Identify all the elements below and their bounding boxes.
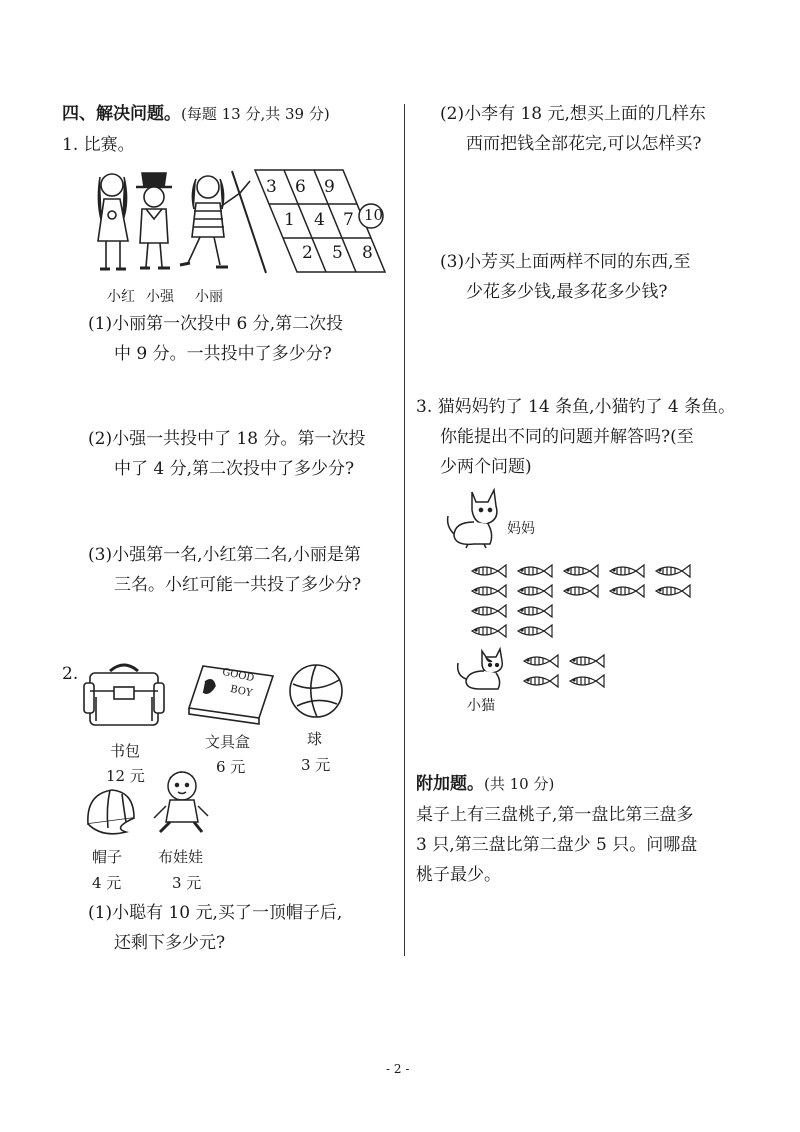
bonus-line2: 3 只,第三盘比第二盘少 5 只。问哪盘 — [416, 835, 698, 855]
pencil-box-text-boy: BOY — [229, 683, 254, 700]
fish-icon — [518, 625, 552, 637]
fish-icon — [656, 585, 690, 597]
fish-icon — [564, 585, 598, 597]
mother-cat-label: 妈妈 — [507, 521, 535, 537]
column-divider — [404, 104, 405, 956]
board-number: 2 — [302, 243, 313, 263]
board-number: 10 — [364, 206, 384, 224]
q1-sub1-line1: (1)小丽第一次投中 6 分,第二次投 — [88, 314, 344, 334]
bonus-note: (共 10 分) — [484, 775, 555, 793]
kitten-icon — [452, 645, 512, 693]
child-name-xiaoli: 小丽 — [195, 289, 223, 305]
volleyball-icon — [287, 662, 345, 720]
item-name-schoolbag: 书包 — [110, 742, 141, 760]
item-name-ball: 球 — [307, 730, 323, 748]
fish-icon — [472, 625, 506, 637]
q2-sub2-line1: (2)小李有 18 元,想买上面的几样东 — [440, 104, 706, 124]
fish-icon — [524, 655, 558, 667]
fish-icon — [564, 565, 598, 577]
item-name-cap: 帽子 — [92, 848, 123, 866]
child-name-xiaohong: 小红 — [107, 289, 135, 305]
q2-sub3-line1: (3)小芳买上面两样不同的东西,至 — [440, 252, 691, 272]
fish-icon — [472, 565, 506, 577]
fish-icon — [472, 605, 506, 617]
item-price-pencil-box: 6 元 — [216, 758, 246, 776]
q3-line1: 3. 猫妈妈钓了 14 条鱼,小猫钓了 4 条鱼。 — [416, 397, 736, 417]
board-number: 4 — [314, 210, 325, 230]
q2-sub1-line1: (1)小聪有 10 元,买了一顶帽子后, — [88, 903, 343, 923]
item-name-pencil-box: 文具盒 — [205, 733, 251, 751]
q1-sub1-line2: 中 9 分。一共投中了多少分? — [114, 344, 332, 364]
fish-icon — [518, 605, 552, 617]
fish-icon — [610, 585, 644, 597]
q3-line3: 少两个问题) — [440, 457, 532, 477]
q1-sub3-line2: 三名。小红可能一共投了多少分? — [114, 575, 362, 595]
board-number: 9 — [324, 177, 335, 197]
bonus-line3: 桃子最少。 — [416, 865, 501, 885]
children-illustration — [90, 163, 270, 278]
bonus-header — [416, 774, 554, 794]
cap-icon — [82, 784, 142, 842]
fish-icon — [610, 565, 644, 577]
section-header — [62, 104, 330, 124]
q1-sub3-line1: (3)小强第一名,小红第二名,小丽是第 — [88, 545, 361, 565]
page-number: - 2 - — [386, 1062, 410, 1076]
board-number: 7 — [343, 210, 354, 230]
item-name-rag-doll: 布娃娃 — [158, 848, 204, 866]
bonus-title: 附加题。 — [416, 774, 484, 794]
item-price-schoolbag: 12 元 — [106, 767, 145, 785]
bonus-line1: 桌子上有三盘桃子,第一盘比第三盘多 — [416, 805, 694, 825]
fish-icon — [472, 585, 506, 597]
fish-icon — [656, 565, 690, 577]
q1-sub2-line1: (2)小强一共投中了 18 分。第一次投 — [88, 429, 366, 449]
child-name-xiaoqiang: 小强 — [146, 289, 174, 305]
board-number: 6 — [295, 177, 306, 197]
board-number: 8 — [362, 243, 373, 263]
q2-sub2-line2: 西而把钱全部花完,可以怎样买? — [466, 134, 702, 154]
item-price-cap: 4 元 — [92, 874, 122, 892]
kitten-label: 小猫 — [467, 698, 495, 714]
fish-icon — [518, 565, 552, 577]
fish-icon — [518, 585, 552, 597]
q1-title: 1. 比赛。 — [62, 135, 135, 155]
mother-cat-icon — [444, 486, 506, 548]
pencil-box-text-good: GOOD — [221, 666, 256, 685]
q1-sub2-line2: 中了 4 分,第二次投中了多少分? — [114, 459, 355, 479]
fish-icon — [570, 655, 604, 667]
board-number: 3 — [266, 177, 277, 197]
rag-doll-icon — [150, 768, 212, 836]
fish-icon — [570, 675, 604, 687]
q3-line2: 你能提出不同的问题并解答吗?(至 — [440, 427, 694, 447]
board-number: 1 — [284, 210, 295, 230]
section-title: 四、解决问题。 — [62, 104, 181, 124]
item-price-ball: 3 元 — [301, 756, 331, 774]
q2-number: 2. — [62, 664, 79, 684]
board-number: 5 — [332, 243, 343, 263]
schoolbag-icon — [82, 661, 166, 729]
q2-sub1-line2: 还剩下多少元? — [114, 933, 226, 953]
q2-sub3-line2: 少花多少钱,最多花多少钱? — [466, 282, 668, 302]
section-note: (每题 13 分,共 39 分) — [181, 105, 330, 123]
item-price-rag-doll: 3 元 — [172, 874, 202, 892]
fish-icon — [524, 675, 558, 687]
